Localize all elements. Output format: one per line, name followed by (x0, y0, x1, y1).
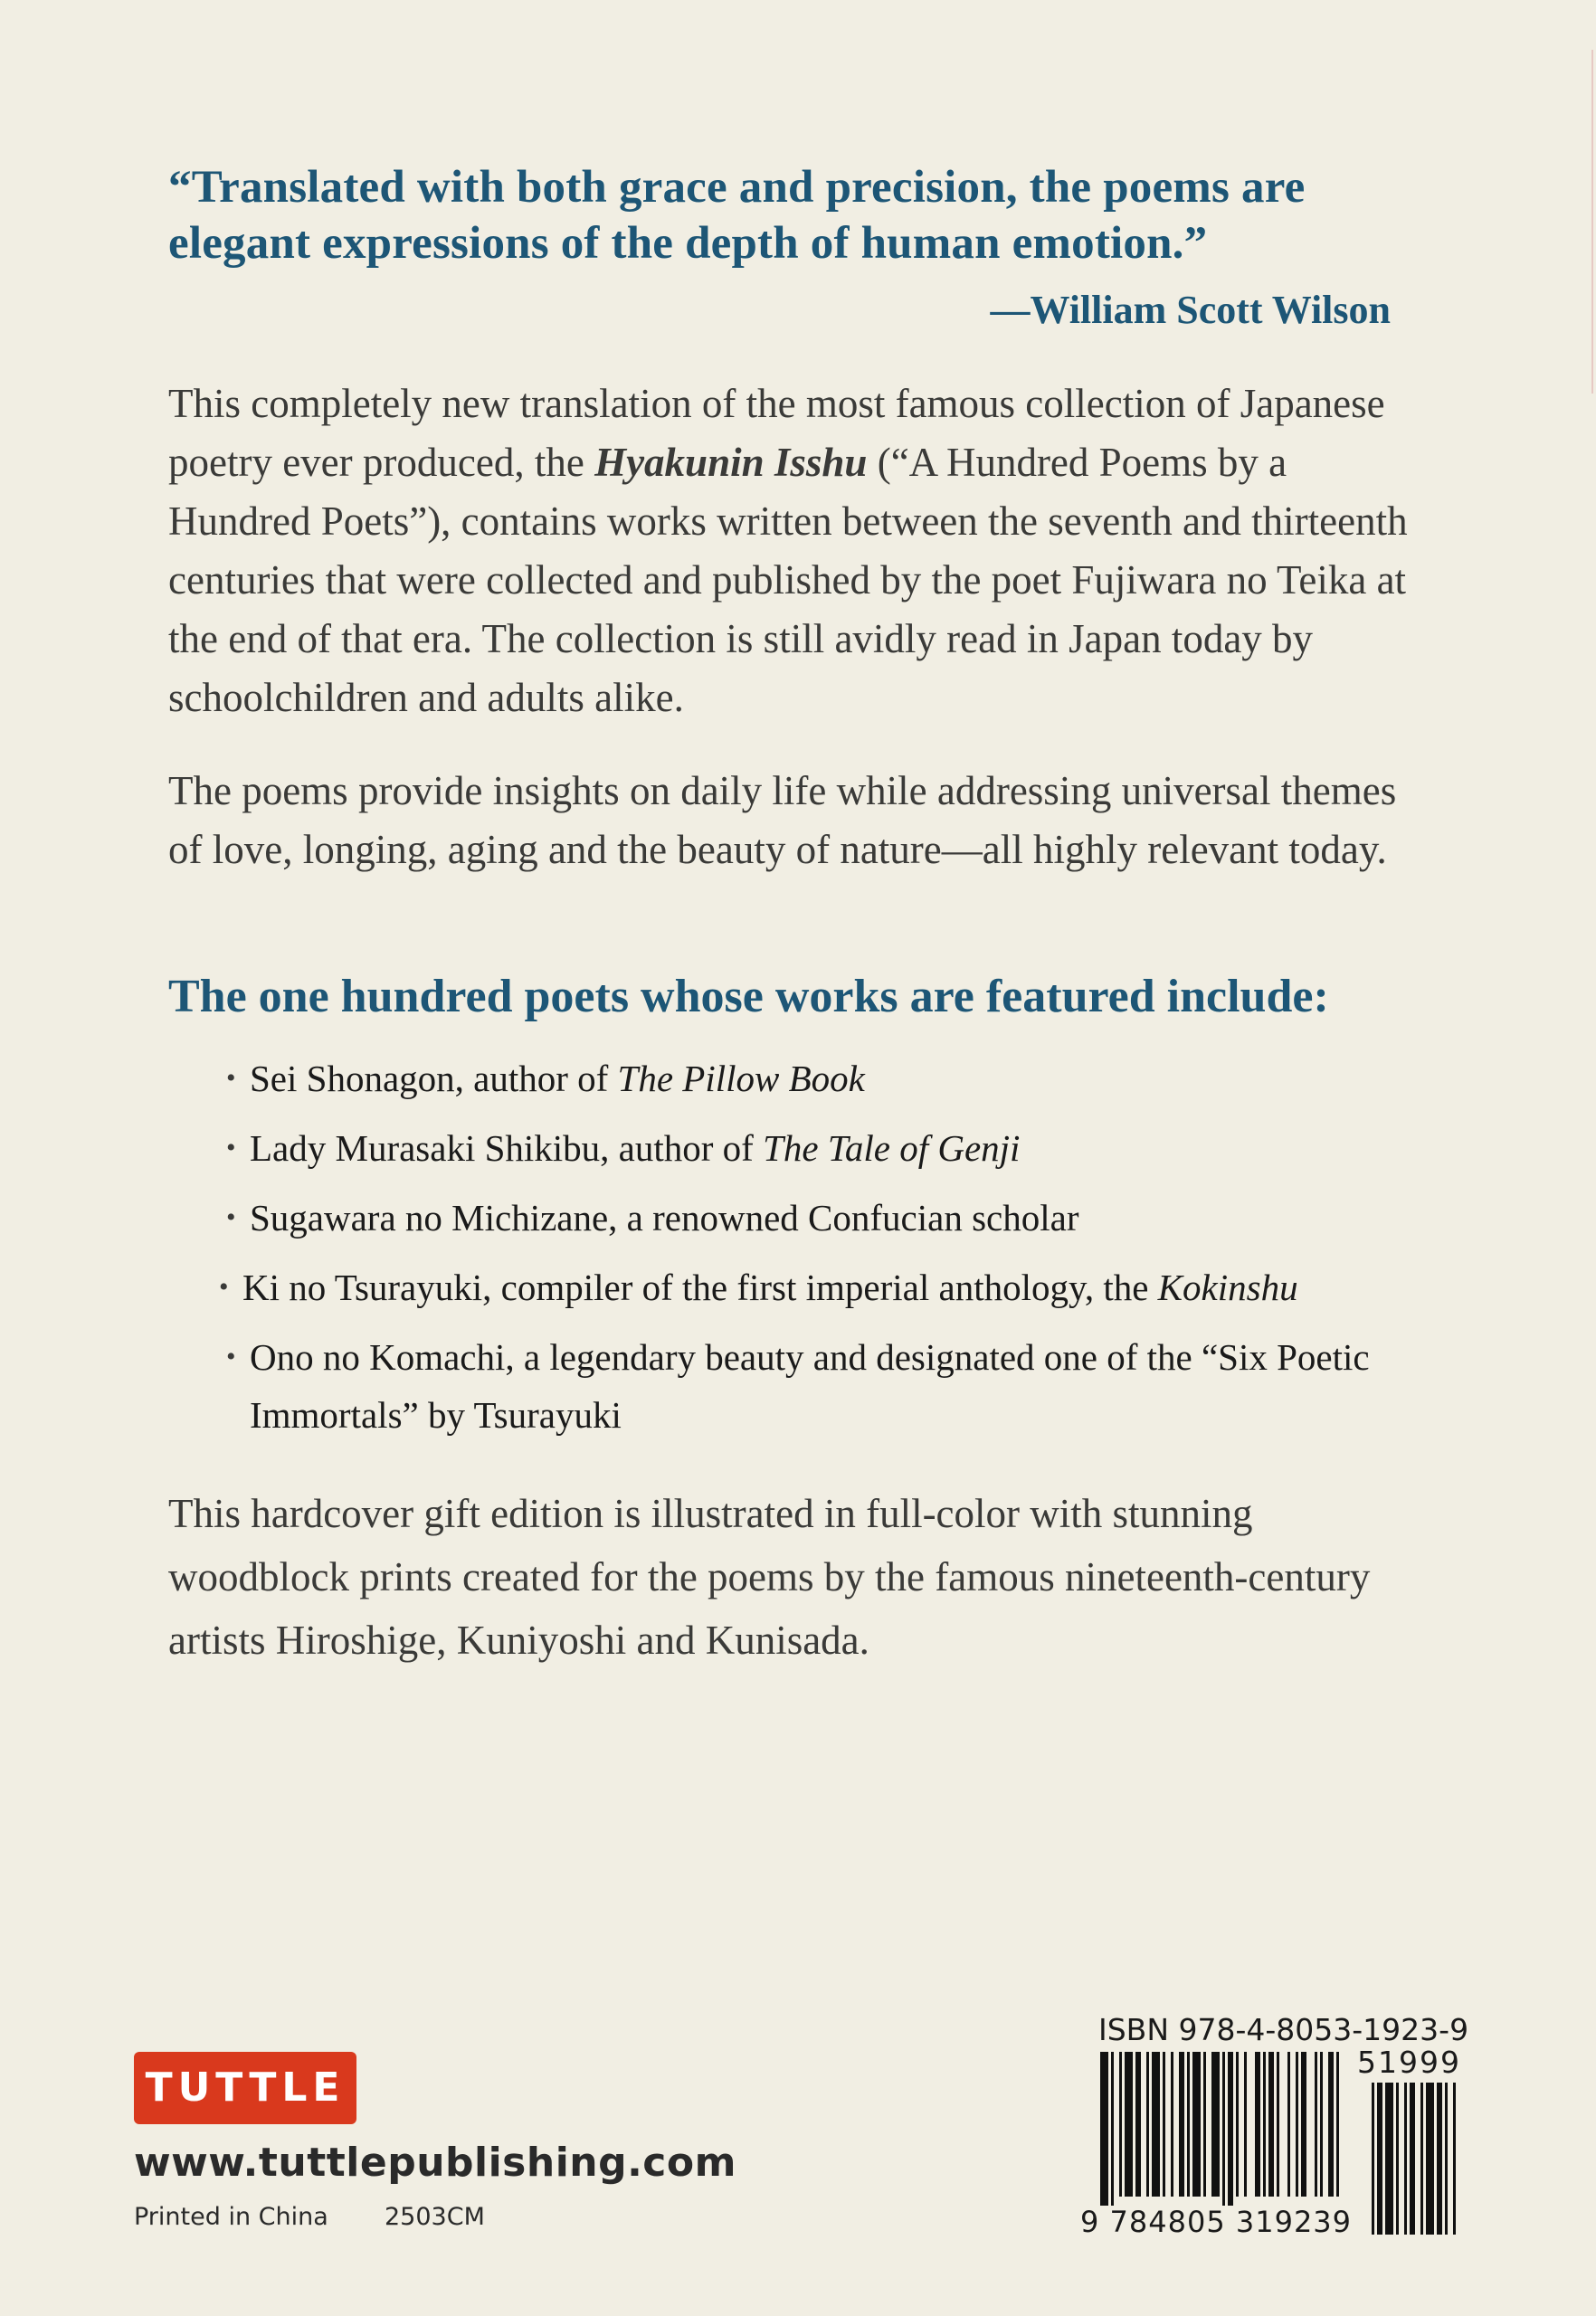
quote-line-2: elegant expressions of the depth of human emotion.” (168, 218, 1208, 269)
quote-line-1: “Translated with both grace and precision, the poems are (168, 162, 1306, 213)
page-edge-line (1591, 50, 1593, 394)
barcode-bar (1263, 2052, 1266, 2197)
barcode-bar (1268, 2052, 1274, 2197)
barcode-bar (1111, 2052, 1114, 2206)
barcode-bar (1255, 2052, 1260, 2197)
review-quote (168, 159, 1417, 271)
barcode-bar (1119, 2052, 1122, 2197)
barcode-bar (1135, 2052, 1141, 2197)
p1-start: This completely new translation of the most famous collection of Japanese poetry ever produced, the (168, 381, 1385, 485)
barcode-bar (1125, 2052, 1133, 2197)
bullet-icon: • (219, 1272, 229, 1302)
description-paragraph-1 (168, 375, 1435, 727)
list-item: • Ono no Komachi, a legendary beauty and designated one of the “Six Poetic Immortals” by Tsurayuki (226, 1328, 1417, 1444)
barcode-bar (1328, 2052, 1334, 2197)
barcode-bar (1287, 2052, 1290, 2197)
barcode-bar (1163, 2052, 1165, 2197)
barcode-bar (1301, 2052, 1306, 2197)
ean-digits: 9 784805 319239 (1080, 2205, 1353, 2239)
barcode-bar (1236, 2052, 1239, 2197)
list-item: • Sei Shonagon, author of The Pillow Book (226, 1049, 1430, 1107)
logo-text: TUTTLE (145, 2064, 346, 2111)
barcode-addon-bar (1404, 2083, 1407, 2235)
barcode-bar (1211, 2052, 1220, 2197)
publisher-url[interactable]: www.tuttlepublishing.com (134, 2140, 736, 2186)
print-code: 2503CM (385, 2203, 485, 2231)
barcode-bar (1244, 2052, 1247, 2197)
barcode-addon-bar (1410, 2083, 1415, 2235)
barcode-addon-bar (1377, 2083, 1382, 2235)
isbn-number: ISBN 978-4-8053-1923-9 (1098, 2012, 1469, 2047)
barcode-addon-bar (1372, 2083, 1374, 2235)
barcode-bar (1171, 2052, 1173, 2197)
price-code: 51999 (1357, 2045, 1461, 2080)
barcode-bar (1296, 2052, 1298, 2197)
list-item: • Ki no Tsurayuki, compiler of the first imperial anthology, the Kokinshu (219, 1258, 1473, 1316)
list-item: • Sugawara no Michizane, a renowned Confucian scholar (226, 1189, 1430, 1247)
description-paragraph-3: This hardcover gift edition is illustrated in full-color with stunning woodblock prints created for the poems by the famous nineteenth-century artists Hiroshige, Kuniyoshi and Kunisada. (168, 1491, 1371, 1663)
p1-title-italic: Hyakunin Isshu (594, 440, 868, 485)
description-paragraph-2: The poems provide insights on daily life while addressing universal themes of love, longing, aging and the beauty of nature—all highly relevant today. (168, 768, 1397, 872)
isbn-barcode (1080, 2012, 1469, 2247)
list-item: • Lady Murasaki Shikibu, author of The Tale of Genji (226, 1119, 1430, 1177)
barcode-bar (1320, 2052, 1323, 2197)
bullet-icon: • (226, 1202, 236, 1232)
bullet-icon: • (226, 1133, 236, 1163)
barcode-bar (1277, 2052, 1279, 2197)
barcode-bar (1192, 2052, 1201, 2197)
barcode-addon-bar (1445, 2083, 1448, 2235)
barcode-bar (1179, 2052, 1184, 2197)
barcode-addon-bar (1453, 2083, 1456, 2235)
printed-in-label: Printed in China (134, 2203, 328, 2231)
barcode-addon-bar (1437, 2083, 1442, 2235)
bullet-icon: • (226, 1063, 236, 1093)
barcode-bar (1228, 2052, 1233, 2206)
barcode-addon-bar (1426, 2083, 1434, 2235)
barcode-bar (1146, 2052, 1149, 2197)
bullet-icon: • (226, 1342, 236, 1372)
barcode-bar (1222, 2052, 1225, 2206)
barcode-bar (1336, 2052, 1339, 2197)
barcode-addon-bar (1396, 2083, 1399, 2235)
tuttle-logo (134, 2052, 356, 2124)
p1-end: (“A Hundred Poems by a Hundred Poets”), contains works written between the seventh and thirteenth centuries that were collected and published by the poet Fujiwara no Teika at the end of that era. The collection is still avidly read in Japan today by schoolchildren and adults alike. (168, 440, 1408, 720)
barcode-addon-bar (1385, 2083, 1393, 2235)
poets-heading: The one hundred poets whose works are featured include: (168, 971, 1329, 1022)
barcode-bar (1315, 2052, 1317, 2197)
barcode-addon-bar (1420, 2083, 1423, 2235)
barcode-bar (1152, 2052, 1160, 2197)
barcode-bar (1100, 2052, 1108, 2206)
barcode-bar (1203, 2052, 1206, 2197)
barcode-bar (1187, 2052, 1190, 2197)
quote-attribution: —William Scott Wilson (990, 288, 1391, 332)
poets-list (219, 1049, 1430, 1456)
